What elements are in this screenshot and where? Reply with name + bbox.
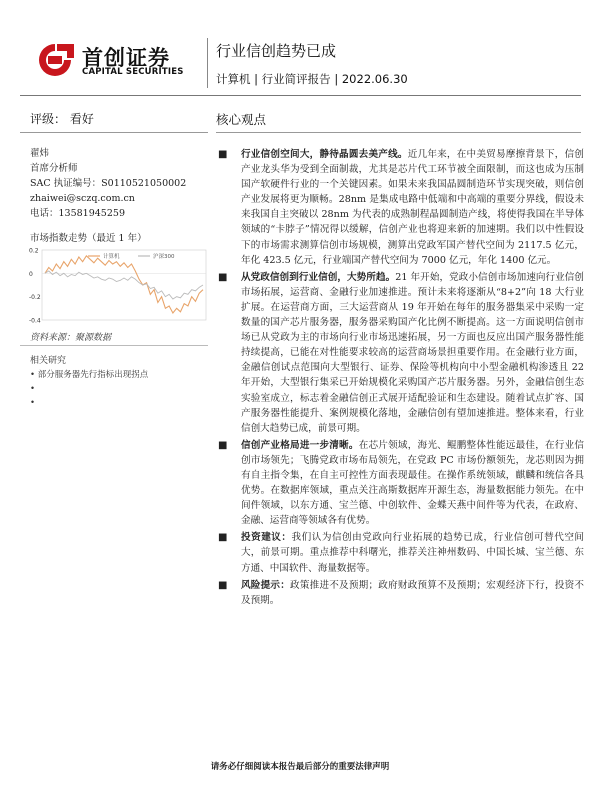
paragraph-lead: 投资建议： <box>241 532 292 544</box>
paragraph-text: 21 年开始，党政小信创市场加速向行业信创市场拓展，运营商、金融行业加速推进。预计未来将逐渐从“8+2”向 18 大行业扩展。在运营商方面，三大运营商从 19 年开始在每年的服务器集采中采购一定数量的国产芯片服务器，服务器采购国产化比例不断提高。这一方面说明信创市场已从党政为主的市场向行业市场迅速拓展，另一方面也反应出国产服务器性能持续提高，已能在对性能要求较高的运营商场景担重要作用。在金融行业方面，金融信创试点范围向大型银行、证券、保险等机构向中小型金融机构渗透且 22 年开始，大型银行集采已开始规模化采购国产芯片服务器。另外，金融信创生态实验室成立，标志着金融信创正式展开适配验证和生态建设。随着试点扩容、国产服务器性能提升、案例规模化落地，金融信创有望加速推进。整体来看，行业信创大趋势已成，前景可期。 <box>241 271 584 434</box>
chart-source: 资料来源：聚源数据 <box>30 333 112 343</box>
legal-footer: 请务必仔细阅读本报告最后部分的重要法律声明 <box>210 762 390 772</box>
y-tick-label: 0 <box>29 270 33 278</box>
analyst-role: 首席分析师 <box>30 163 78 174</box>
body-paragraph <box>218 578 584 608</box>
source-rule <box>20 345 208 346</box>
paragraph-text: 政策推进不及预期；政府财政预算不及预期；宏观经济下行，投资不及预期。 <box>241 579 585 606</box>
square-bullet-icon: ■ <box>218 271 228 283</box>
logo-chinese-name: 首创证券 <box>82 46 170 70</box>
left-rule <box>20 132 208 133</box>
analyst-info <box>30 146 186 221</box>
y-tick-label: -0.2 <box>29 294 41 302</box>
core-view-body <box>218 147 584 610</box>
analyst-license: SAC 执证编号：S0110521050002 <box>30 178 187 189</box>
market-index-chart <box>28 244 208 324</box>
body-paragraph <box>218 147 584 268</box>
related-research-item[interactable]: • <box>30 384 36 394</box>
legend-label: 沪深300 <box>153 254 175 260</box>
related-research-list <box>30 368 148 410</box>
analyst-name: 翟炜 <box>30 148 50 159</box>
square-bullet-icon: ■ <box>218 149 228 160</box>
paragraph-text: 近几年来，在中美贸易摩擦背景下，信创产业龙头华为受到全面制裁，尤其是芯片代工环节被全面限制，而这也成为压制国产软硬件行业的一个关键因素。如果未来我国晶圆制造环节实现突破，则信创产业发展将更为顺畅。28nm 是集成电路中低端和中高端的重要分界线，假设未来我国自主突破以 28nm 为代表的成熟制程晶圆制造产线，将使得我国在半导体领域的“卡脖子”情况得以缓解，信创产业也将迎来新的加速期。我们以中性假设下的市场需求测算信创市场规模，测算出党政军国产替代空间为 2117.5 亿元，年化 423.5 亿元，行业端国产替代空间为 7000 亿元，年化 1400 亿元。 <box>241 149 584 266</box>
square-bullet-icon: ■ <box>218 579 228 591</box>
header-rule <box>20 95 581 96</box>
square-bullet-icon: ■ <box>218 532 228 544</box>
logo-english-name: CAPITAL SECURITIES <box>82 67 184 77</box>
paragraph-lead: 信创产业格局进一步清晰。 <box>241 439 359 451</box>
legend-label: 计算机 <box>103 254 120 260</box>
y-tick-label: 0.2 <box>29 247 39 255</box>
related-research-item[interactable]: • <box>30 398 36 408</box>
related-research-heading: 相关研究 <box>30 356 67 366</box>
core-view-heading: 核心观点 <box>216 112 267 127</box>
analyst-email[interactable]: zhaiwei@sczq.com.cn <box>30 193 135 204</box>
related-research-item[interactable]: • 部分服务器先行指标出现拐点 <box>30 370 149 380</box>
chart-title: 市场指数走势（最近 1 年） <box>30 233 147 244</box>
report-meta: 计算机 | 行业简评报告 | 2022.06.30 <box>216 72 408 86</box>
series-line-hs300 <box>45 271 203 299</box>
square-bullet-icon: ■ <box>218 439 228 451</box>
right-rule <box>216 132 581 133</box>
report-title: 行业信创趋势已成 <box>216 42 337 60</box>
y-tick-label: -0.4 <box>29 317 41 324</box>
paragraph-lead: 从党政信创到行业信创，大势所趋。 <box>241 271 396 283</box>
analyst-phone: 电话：13581945259 <box>30 208 125 219</box>
capital-securities-logo-icon <box>34 40 76 80</box>
paragraph-text: 在芯片领域，海光、鲲鹏整体性能远最佳，在行业信创市场领先；飞腾党政市场布局领先，在党政 PC 市场份额领先，龙芯则因为拥有自主指令集，在自主可控性方面表现最佳。在操作系统领域，麒麟和统信各具优势。在数据库领域，重点关注高斯数据库开源生态，海量数据能力领先。在中间件领域，以东方通、宝兰德、中创软件、金蝶天燕中间件等为代表，在政府、金融、运营商等领域各有优势。 <box>241 439 585 527</box>
header-divider <box>207 38 208 88</box>
paragraph-text: 我们认为信创由党政向行业拓展的趋势已成，行业信创可替代空间大，前景可期。重点推荐中科曙光，推荐关注神州数码、中国长城、宝兰德、东方通、中国软件、海量数据等。 <box>241 532 585 574</box>
paragraph-lead: 风险提示： <box>241 579 291 591</box>
body-paragraph <box>218 530 584 575</box>
series-line-computer <box>45 256 203 313</box>
body-paragraph <box>218 270 584 436</box>
rating-label: 评级： 看好 <box>30 112 94 126</box>
company-logo <box>34 40 199 80</box>
paragraph-lead: 行业信创空间大，静待晶圆去美产线。 <box>241 149 408 160</box>
body-paragraph <box>218 438 584 529</box>
